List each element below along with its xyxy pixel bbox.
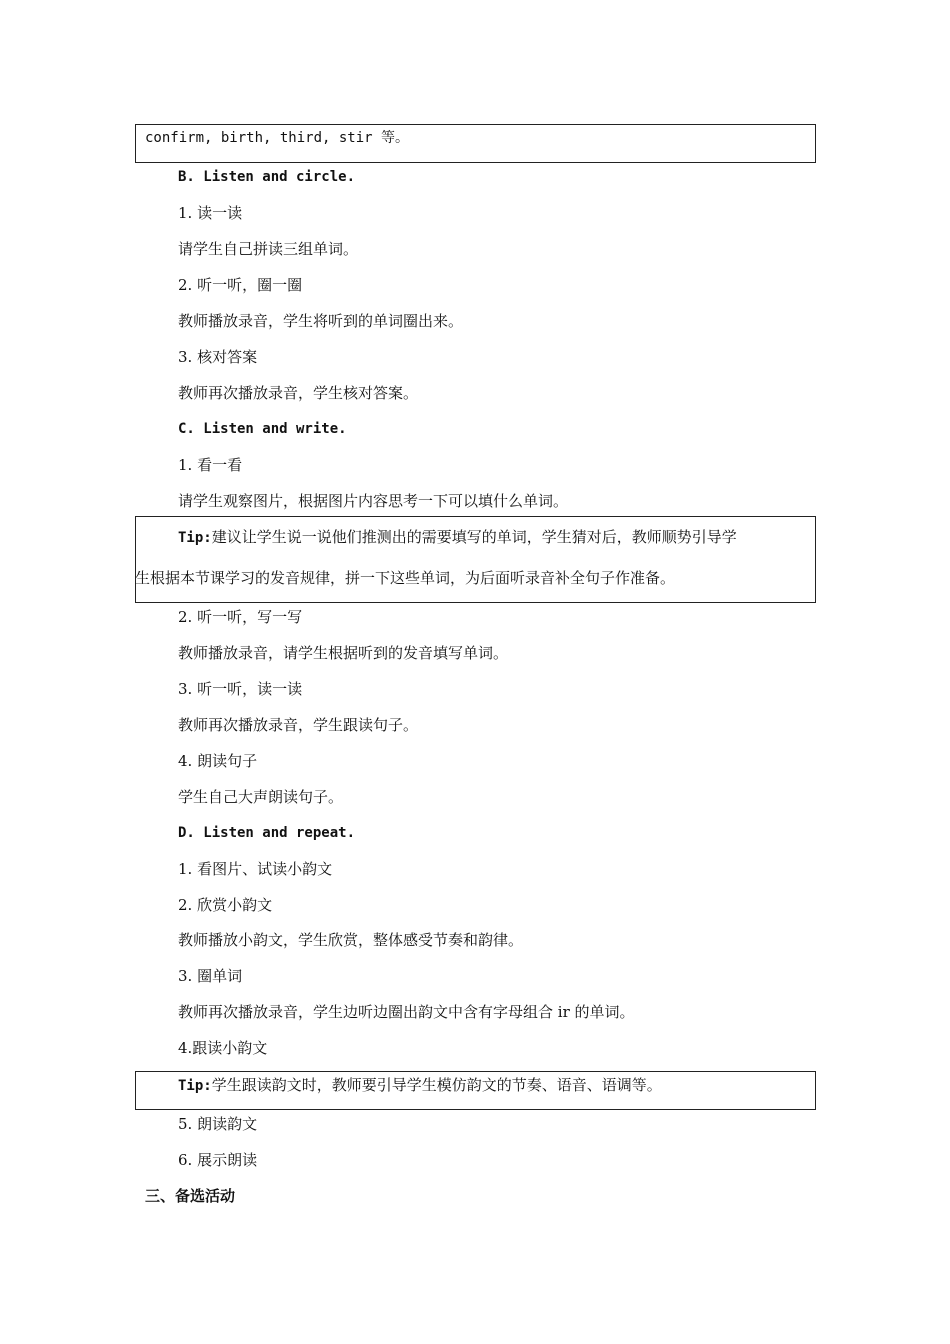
c-step3-title: 3. 听一听，读一读 <box>178 680 303 698</box>
d-step5-title: 5. 朗读韵文 <box>178 1115 258 1133</box>
c-step2-title: 2. 听一听，写一写 <box>178 608 303 626</box>
section-b-heading: B. Listen and circle. <box>178 169 356 185</box>
c-step3-text: 教师再次播放录音，学生跟读句子。 <box>178 716 419 734</box>
tip-label: Tip: <box>178 530 212 546</box>
b-step2-text: 教师播放录音，学生将听到的单词圈出来。 <box>178 312 464 330</box>
word-list-text: confirm, birth, third, stir 等。 <box>145 130 410 146</box>
d-step3-text: 教师再次播放录音，学生边听边圈出韵文中含有字母组合 ir 的单词。 <box>178 1003 635 1021</box>
tip-label: Tip: <box>178 1078 212 1094</box>
section-c-heading: C. Listen and write. <box>178 421 347 437</box>
d-step2-text: 教师播放小韵文，学生欣赏，整体感受节奏和韵律。 <box>178 931 524 949</box>
c-step4-title: 4. 朗读句子 <box>178 752 258 770</box>
tip-c-line2: 生根据本节课学习的发音规律，拼一下这些单词，为后面听录音补全句子作准备。 <box>135 569 676 587</box>
c-step4-text: 学生自己大声朗读句子。 <box>178 788 344 806</box>
b-step3-title: 3. 核对答案 <box>178 348 258 366</box>
section-d-heading: D. Listen and repeat. <box>178 825 356 841</box>
b-step1-title: 1. 读一读 <box>178 204 243 222</box>
b-step3-text: 教师再次播放录音，学生核对答案。 <box>178 384 419 402</box>
section-3-heading: 三、备选活动 <box>145 1187 236 1205</box>
d-step4-title: 4.跟读小韵文 <box>178 1039 268 1057</box>
tip-c-text1: 建议让学生说一说他们推测出的需要填写的单词，学生猜对后，教师顺势引导学 <box>211 528 737 546</box>
c-step2-text: 教师播放录音，请学生根据听到的发音填写单词。 <box>178 644 509 662</box>
d-step3-title: 3. 圈单词 <box>178 967 243 985</box>
c-step1-text: 请学生观察图片，根据图片内容思考一下可以填什么单词。 <box>178 492 569 510</box>
d-step6-title: 6. 展示朗读 <box>178 1151 258 1169</box>
c-step1-title: 1. 看一看 <box>178 456 243 474</box>
tip-d-line <box>178 1075 662 1096</box>
b-step1-text: 请学生自己拼读三组单词。 <box>178 240 359 258</box>
d-step1-title: 1. 看图片、试读小韵文 <box>178 860 333 878</box>
tip-c-line1 <box>178 527 737 548</box>
tip-d-text: 学生跟读韵文时，教师要引导学生模仿韵文的节奏、语音、语调等。 <box>211 1076 662 1094</box>
d-step2-title: 2. 欣赏小韵文 <box>178 896 273 914</box>
b-step2-title: 2. 听一听，圈一圈 <box>178 276 303 294</box>
